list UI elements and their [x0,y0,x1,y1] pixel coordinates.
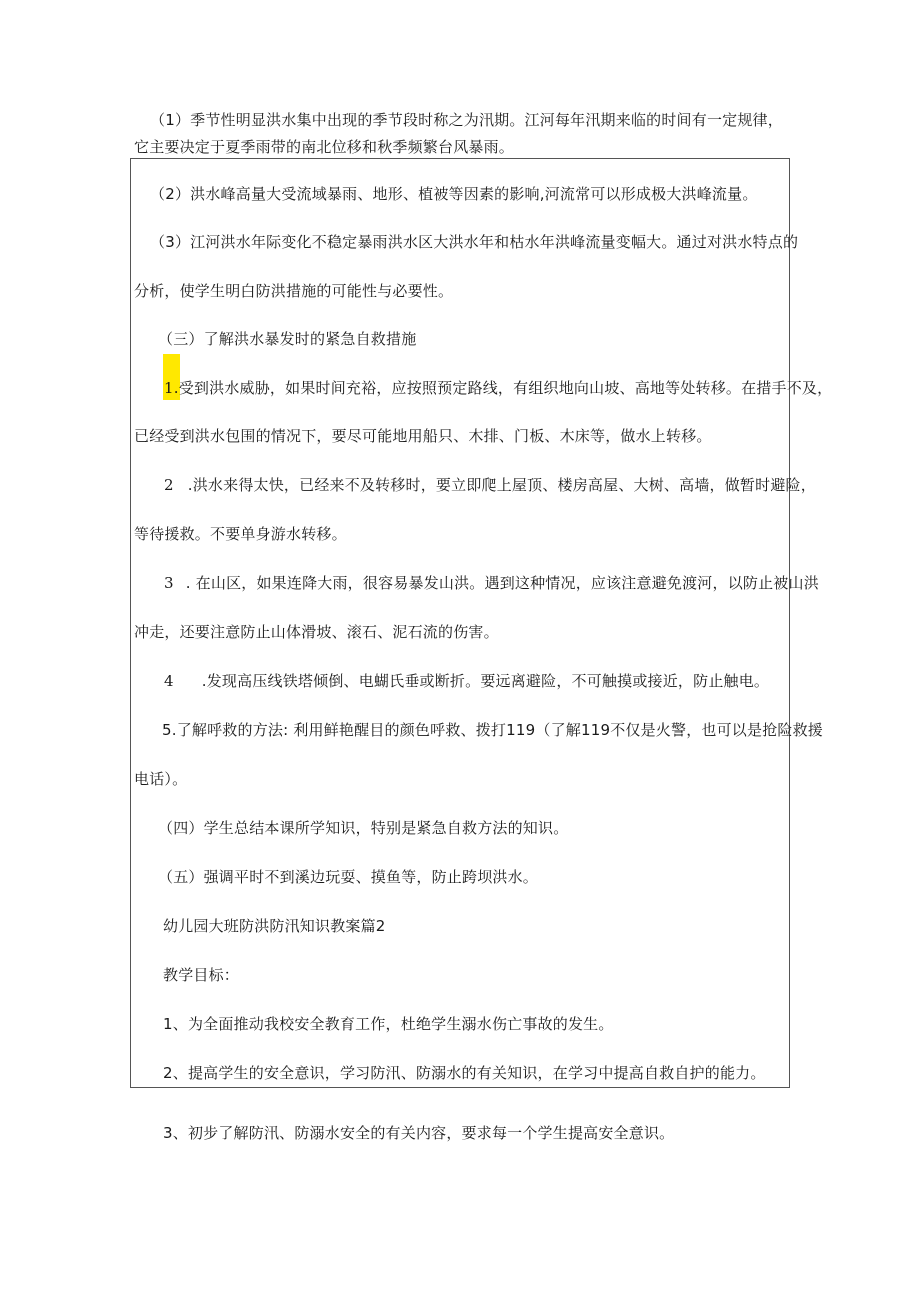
section-4: （四）学生总结本课所学知识，特别是紧急自救方法的知识。 [158,819,569,837]
item-2-text: .洪水来得太快，已经来不及转移时，要立即爬上屋顶、楼房高屋、大树、高墙，做暂时避险， [187,476,816,494]
item-5-line-1: 5.了解呼救的方法: 利用鲜艳醒目的颜色呼救、拨打119（了解119不仅是火警，也可以是抢险救援 [162,721,823,739]
section-5: （五）强调平时不到溪边玩耍、摸鱼等，防止跨坝洪水。 [158,868,539,886]
item-4-line-1 [164,671,769,691]
item-5-line-2: 电话）。 [134,770,188,788]
item-3-line-1 [164,573,819,593]
item-4-text: .发现高压线铁塔倾倒、电蝴氏垂或断折。要远离避险，不可触摸或接近，防止触电。 [201,672,770,690]
item-4-number: 4 [164,672,174,690]
item-1-line-1 [164,378,832,398]
paragraph-3-line-2: 分析，使学生明白防洪措施的可能性与必要性。 [134,282,454,300]
paragraph-2: （2）洪水峰高量大受流域暴雨、地形、植被等因素的影响,河流常可以形成极大洪峰流量。 [150,185,758,203]
item-2-number: 2 [164,476,174,494]
section-3-heading: （三）了解洪水暴发时的紧急自救措施 [158,330,417,348]
goal-1: 1、为全面推动我校安全教育工作，杜绝学生溺水伤亡事故的发生。 [163,1015,614,1033]
goal-2: 2、提高学生的安全意识，学习防汛、防溺水的有关知识，在学习中提高自救自护的能力。 [163,1064,766,1082]
item-1-text: 受到洪水威胁，如果时间充裕，应按照预定路线，有组织地向山坡、高地等处转移。在措手不及， [178,379,833,397]
item-1-number: 1. [164,379,179,397]
item-1-line-2: 已经受到洪水包围的情况下，要尽可能地用船只、木排、门板、木床等，做水上转移。 [134,427,712,445]
item-2-line-1 [164,475,816,495]
paragraph-1-line-2: 它主要决定于夏季雨带的南北位移和秋季频繁台风暴雨。 [134,138,515,156]
item-3-number: 3 [164,574,174,592]
item-3-text: . 在山区，如果连降大雨，很容易暴发山洪。遇到这种情况，应该注意避免渡河，以防止被山洪 [185,574,819,592]
goal-3: 3、初步了解防汛、防溺水安全的有关内容，要求每一个学生提高安全意识。 [163,1124,675,1142]
paragraph-1-line-1: （1）季节性明显洪水集中出现的季节段时称之为汛期。江河每年汛期来临的时间有一定规律， [150,111,783,129]
goals-heading: 教学目标： [163,966,240,984]
item-3-line-2: 冲走，还要注意防止山体滑坡、滚石、泥石流的伤害。 [134,623,499,641]
item-2-line-2: 等待援救。不要单身游水转移。 [134,525,347,543]
paragraph-3-line-1: （3）江河洪水年际变化不稳定暴雨洪水区大洪水年和枯水年洪峰流量变幅大。通过对洪水特点的 [150,233,799,251]
lesson-2-title: 幼儿园大班防洪防汛知识教案篇2 [163,917,386,935]
